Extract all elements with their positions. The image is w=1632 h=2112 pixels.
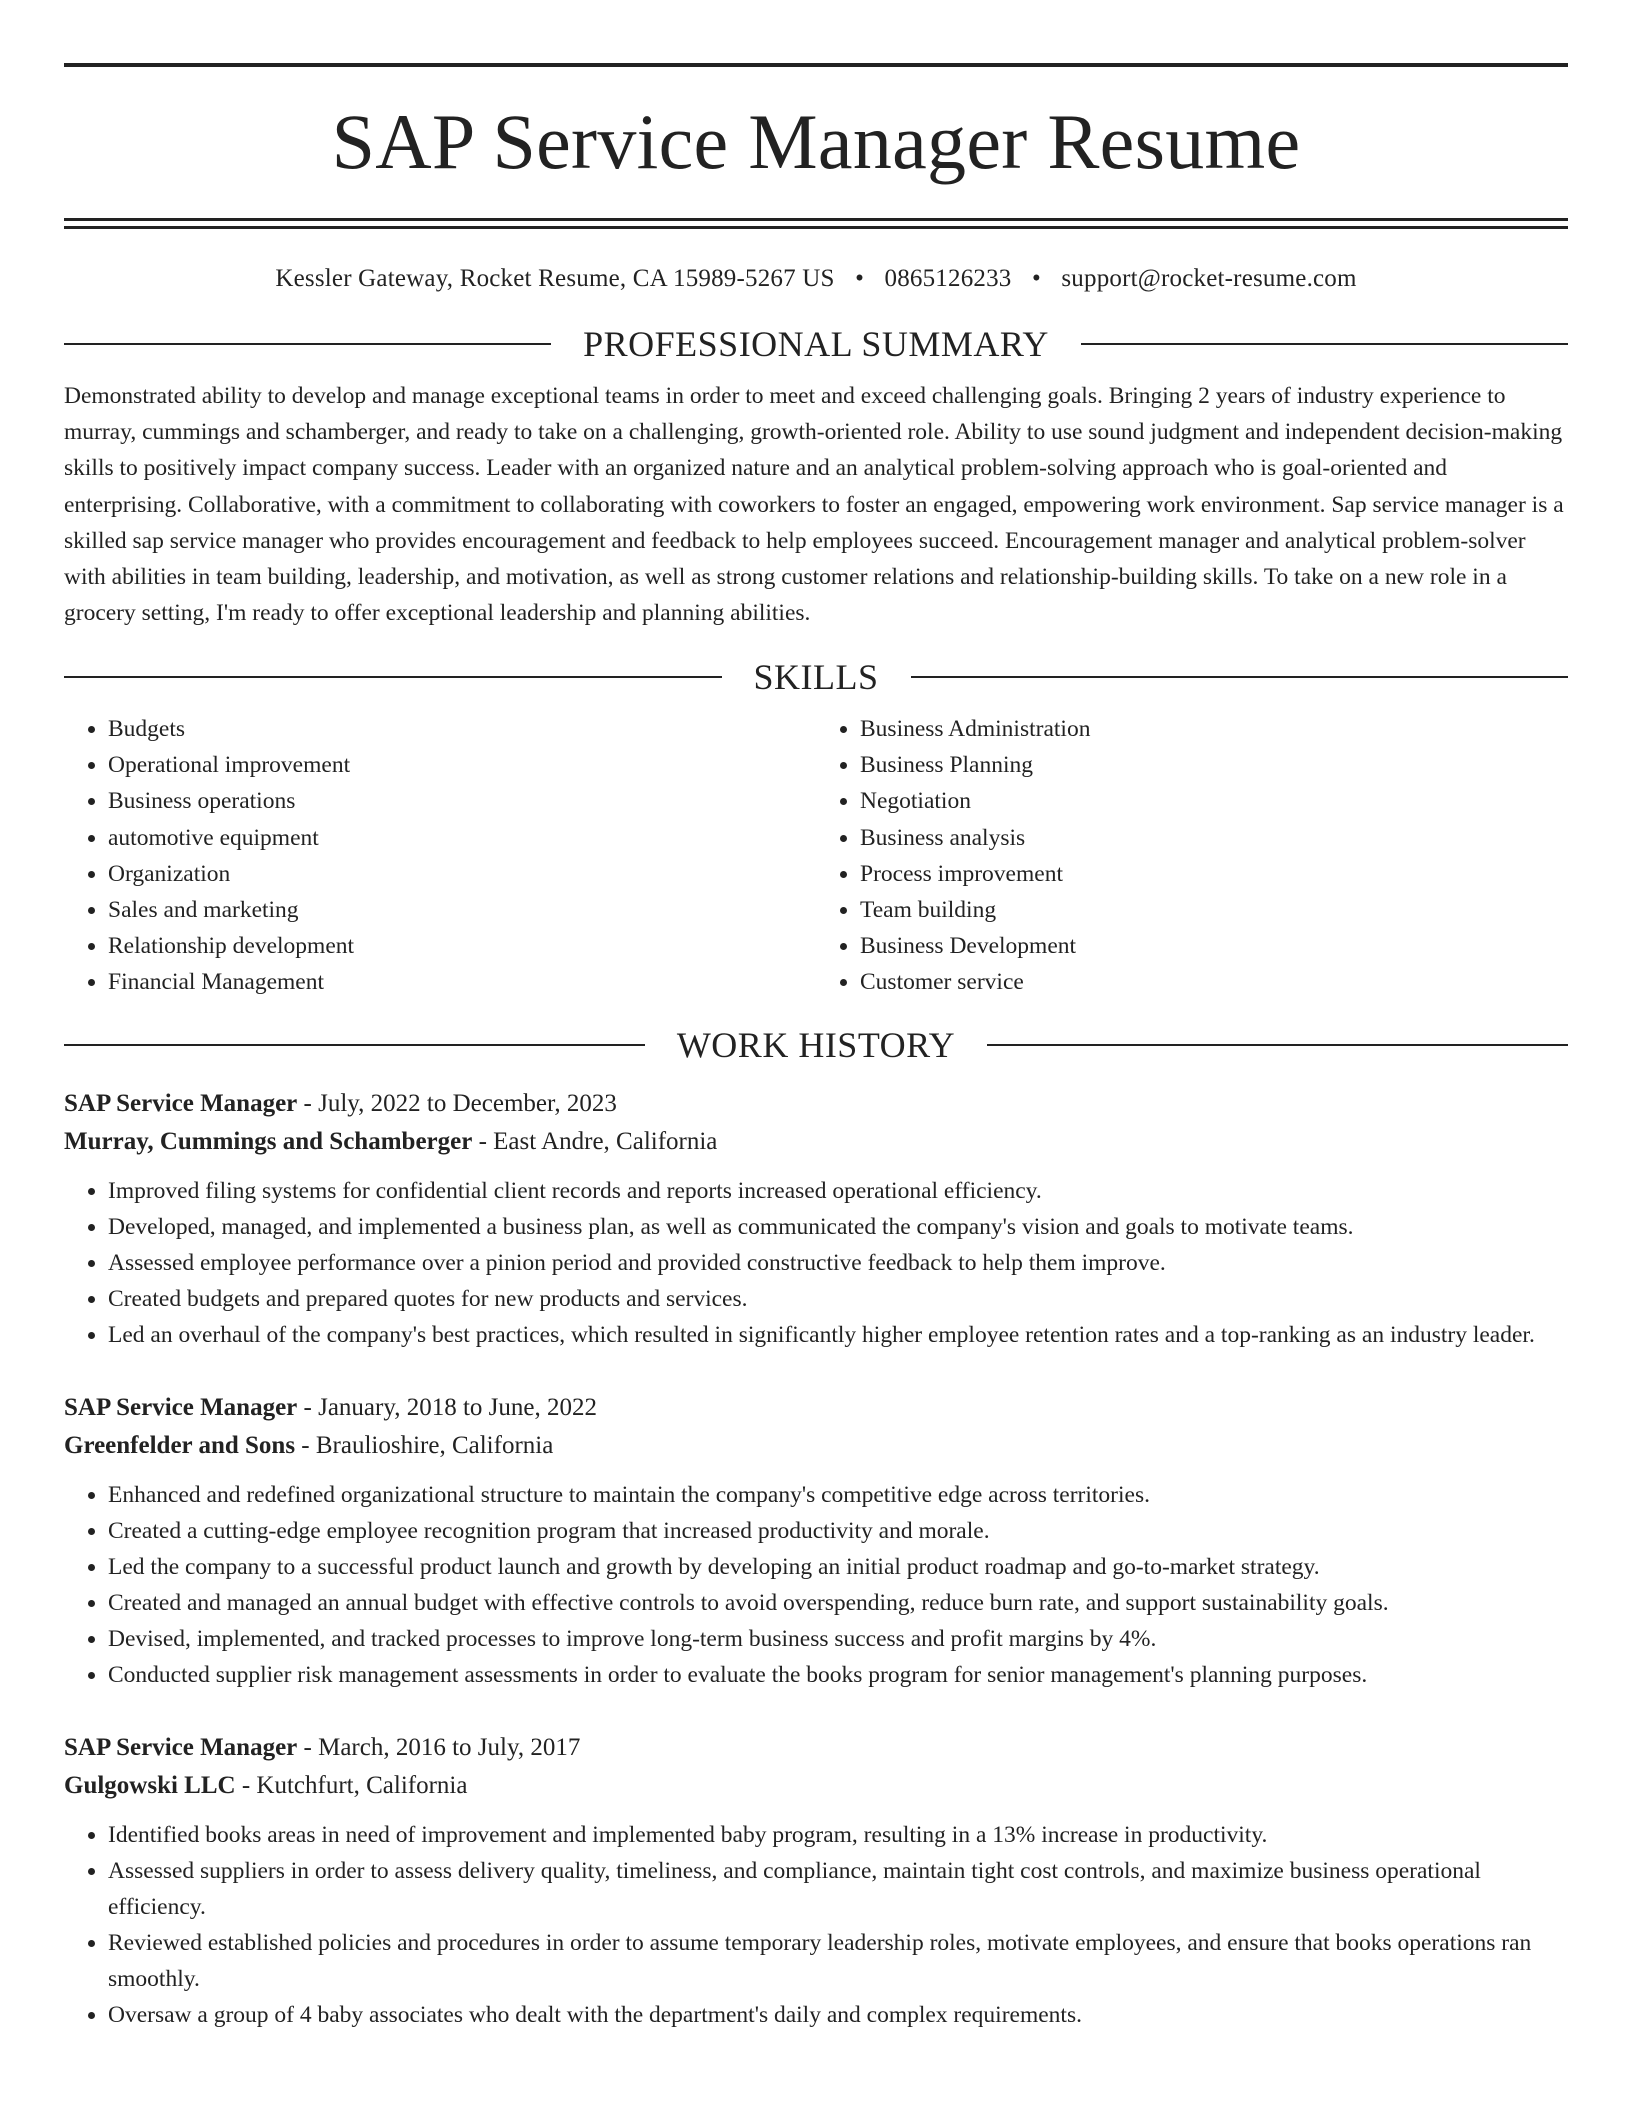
skill-item: • Team building <box>860 892 1568 928</box>
job-bullet: • Enhanced and redefined organizational structure to maintain the company's competitive edge across territories. <box>108 1477 1568 1513</box>
job-dates: - March, 2016 to July, 2017 <box>297 1733 581 1761</box>
job-company-line <box>64 1427 1568 1465</box>
job-bullet: • Developed, managed, and implemented a business plan, as well as communicated the company's vision and goals to motivate teams. <box>108 1209 1568 1245</box>
job-bullet: • Created budgets and prepared quotes for new products and services. <box>108 1281 1568 1317</box>
contact-separator: • <box>1031 265 1041 292</box>
job-bullet: • Assessed suppliers in order to assess delivery quality, timeliness, and compliance, maintain tight cost controls, and maximize business operational efficiency. <box>108 1853 1568 1925</box>
job-title-line <box>64 1389 1568 1427</box>
job-bullet: • Identified books areas in need of improvement and implemented baby program, resulting in a 13% increase in productivity. <box>108 1817 1568 1853</box>
job-bullet: • Oversaw a group of 4 baby associates who dealt with the department's daily and complex requirements. <box>108 1997 1568 2033</box>
contact-phone: 0865126233 <box>884 265 1012 292</box>
skill-item: • Financial Management <box>108 964 816 1000</box>
job-bullet: • Assessed employee performance over a pinion period and provided constructive feedback to help them improve. <box>108 1245 1568 1281</box>
job-company: Gulgowski LLC <box>64 1771 236 1799</box>
job-title-line <box>64 1085 1568 1123</box>
summary-heading <box>64 322 1568 366</box>
job-title: SAP Service Manager <box>64 1393 298 1421</box>
work-history-heading <box>64 1023 1568 1067</box>
job-bullet: • Led an overhaul of the company's best practices, which resulted in significantly higher employee retention rates and a top-ranking as an industry leader. <box>108 1317 1568 1353</box>
job-location: - East Andre, California <box>472 1127 718 1155</box>
job-company-line <box>64 1123 1568 1161</box>
contact-address: Kessler Gateway, Rocket Resume, CA 15989-5267 US <box>275 265 835 292</box>
job-entry <box>64 1729 1568 2033</box>
job-dates: - July, 2022 to December, 2023 <box>297 1089 617 1117</box>
skill-item: • automotive equipment <box>108 820 816 856</box>
title-double-rule <box>64 218 1568 229</box>
job-bullet: • Devised, implemented, and tracked processes to improve long-term business success and profit margins by 4%. <box>108 1621 1568 1657</box>
job-bullet: • Created and managed an annual budget with effective controls to avoid overspending, reduce burn rate, and support sustainability goals. <box>108 1585 1568 1621</box>
contact-line <box>64 264 1568 294</box>
job-bullets <box>64 1477 1568 1693</box>
job-bullet: • Conducted supplier risk management assessments in order to evaluate the books program for senior management's planning purposes. <box>108 1657 1568 1693</box>
skill-item: • Customer service <box>860 964 1568 1000</box>
job-title-line <box>64 1729 1568 1767</box>
top-rule <box>64 63 1568 67</box>
job-bullets <box>64 1817 1568 2033</box>
skill-item: • Business analysis <box>860 820 1568 856</box>
contact-separator: • <box>855 265 865 292</box>
job-bullet: • Reviewed established policies and procedures in order to assume temporary leadership roles, motivate employees, and ensure that books operations ran smoothly. <box>108 1925 1568 1997</box>
skill-item: • Relationship development <box>108 928 816 964</box>
title-block <box>64 0 1568 229</box>
skills-heading <box>64 655 1568 699</box>
job-company: Murray, Cummings and Schamberger <box>64 1127 473 1155</box>
skill-item: • Sales and marketing <box>108 892 816 928</box>
page-title: SAP Service Manager Resume <box>331 98 1301 185</box>
summary-heading-label: PROFESSIONAL SUMMARY <box>583 324 1049 364</box>
summary-text: Demonstrated ability to develop and manage exceptional teams in order to meet and exceed challenging goals. Bringing 2 years of industry experience to murray, cummings and schamberger, and ready to take on a challenging, growth-oriented role. Ability to use sound judgment and independent decision-making skills to positively impact company success. Leader with an organized nature and an analytical problem-solving approach who is goal-oriented and enterprising. Collaborative, with a commitment to collaborating with coworkers to foster an engaged, empowering work environment. Sap service manager is a skilled sap service manager who provides encouragement and feedback to help employees succeed. Encouragement manager and analytical problem-solver with abilities in team building, leadership, and motivation, as well as strong customer relations and relationship-building skills. To take on a new role in a grocery setting, I'm ready to offer exceptional leadership and planning abilities. <box>64 383 1564 627</box>
skills-list <box>64 711 1568 1001</box>
job-entry <box>64 1389 1568 1693</box>
job-company-line <box>64 1767 1568 1805</box>
job-bullets <box>64 1173 1568 1353</box>
skill-item: • Business operations <box>108 783 816 819</box>
job-entry <box>64 1085 1568 1353</box>
skill-item: • Business Planning <box>860 747 1568 783</box>
skills-column-right <box>816 711 1568 1001</box>
skills-column-left <box>64 711 816 1001</box>
job-title: SAP Service Manager <box>64 1733 298 1761</box>
skill-item: • Process improvement <box>860 856 1568 892</box>
work-history-heading-label: WORK HISTORY <box>676 1024 956 1065</box>
skill-item: • Negotiation <box>860 783 1568 819</box>
skill-item: • Business Administration <box>860 711 1568 747</box>
job-title: SAP Service Manager <box>64 1089 298 1117</box>
job-dates: - January, 2018 to June, 2022 <box>297 1393 598 1421</box>
job-company: Greenfelder and Sons <box>64 1431 296 1459</box>
skill-item: • Operational improvement <box>108 747 816 783</box>
contact-email: support@rocket-resume.com <box>1061 265 1357 292</box>
job-bullet: • Improved filing systems for confidential client records and reports increased operational efficiency. <box>108 1173 1568 1209</box>
skill-item: • Business Development <box>860 928 1568 964</box>
skill-item: • Budgets <box>108 711 816 747</box>
job-location: - Kutchfurt, California <box>235 1771 468 1799</box>
skill-item: • Organization <box>108 856 816 892</box>
skills-heading-label: SKILLS <box>753 656 879 697</box>
job-bullet: • Created a cutting-edge employee recognition program that increased productivity and morale. <box>108 1513 1568 1549</box>
job-bullet: • Led the company to a successful product launch and growth by developing an initial product roadmap and go-to-market strategy. <box>108 1549 1568 1585</box>
job-location: - Braulioshire, California <box>295 1431 554 1459</box>
